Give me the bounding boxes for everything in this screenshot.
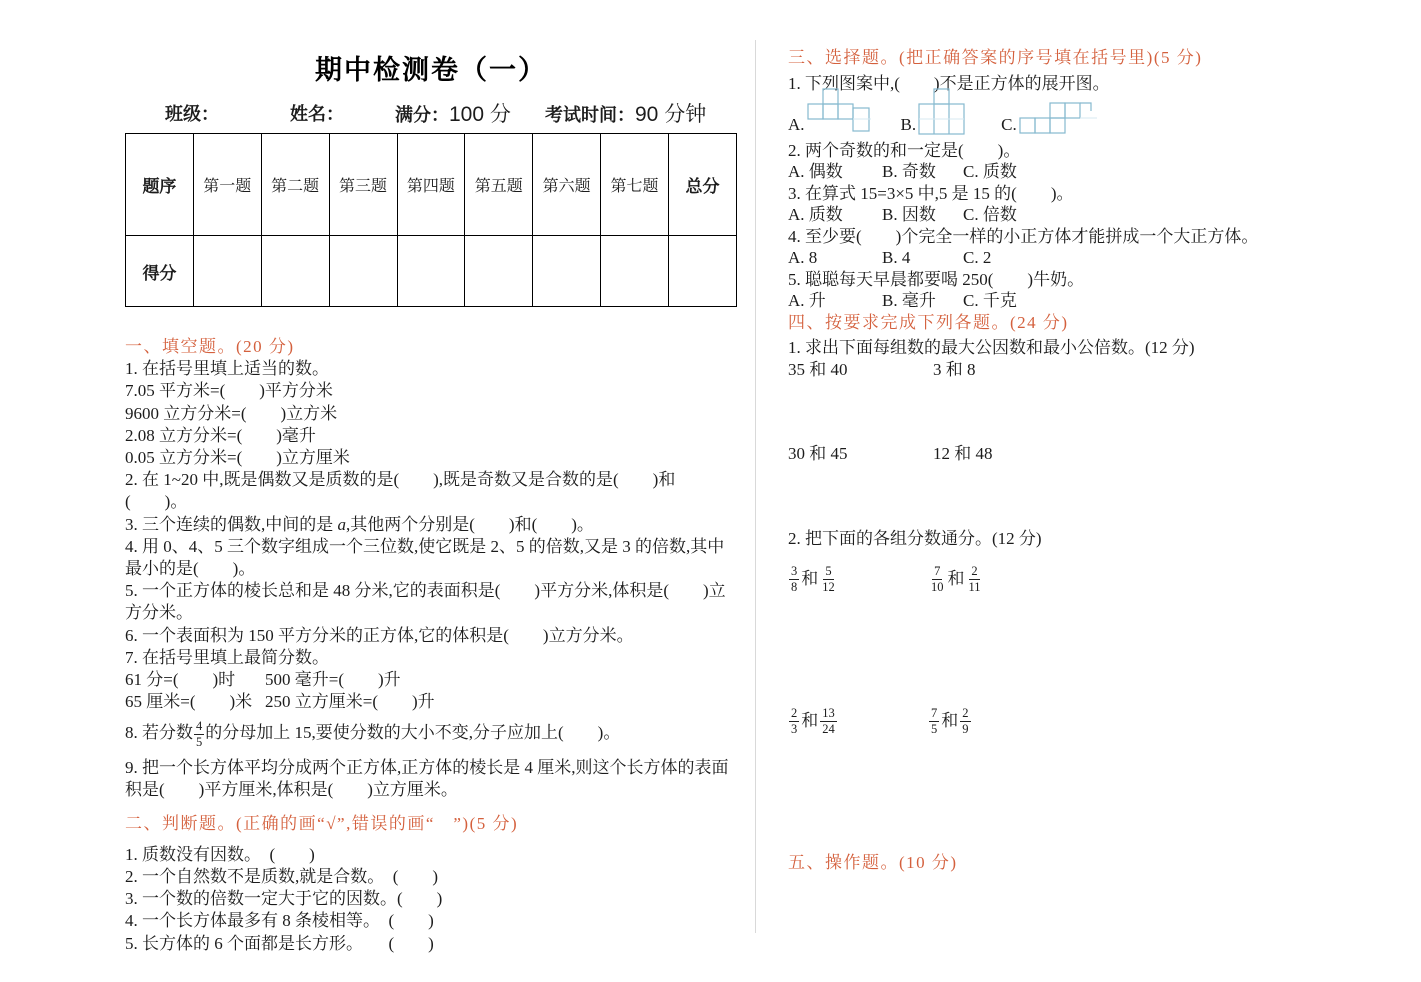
judge-item: 5. 长方体的 6 个面都是长方形。 ( )	[125, 933, 434, 953]
fraction	[820, 706, 837, 736]
score-cell	[601, 236, 669, 307]
section2-heading: 二、判断题。(正确的画“√”,错误的画“ ”)(5 分)	[125, 813, 519, 833]
cube-net-b-diagram	[918, 88, 966, 136]
fill-q2: 2. 在 1~20 中,既是偶数又是质数的是( ),既是奇数又是合数的是( )和( )。	[125, 470, 676, 512]
fill-q1-conv4: 0.05 立方分米=( )立方厘米	[125, 448, 350, 468]
fill-q7-r1-right: 500 毫升=( )升	[265, 670, 401, 690]
fraction-denominator: 24	[822, 721, 835, 736]
fraction	[960, 706, 970, 736]
cube-net-c-diagram	[1019, 94, 1099, 136]
fraction	[789, 706, 799, 736]
fraction-denominator: 11	[968, 579, 981, 594]
fill-q7-r2-right: 250 立方厘米=( )升	[265, 692, 435, 712]
cube-net-option-c	[1001, 94, 1099, 136]
pair-12-48: 12 和 48	[933, 444, 993, 463]
fill-q9: 9. 把一个长方体平均分成两个正方体,正方体的棱长是 4 厘米,则这个长方体的表面积是( )平方厘米,体积是( )立方厘米。	[125, 758, 729, 800]
choice-q3: 3. 在算式 15=3×5 中,5 是 15 的( )。	[788, 184, 1074, 203]
score-cell	[533, 236, 601, 307]
choice-q3-options	[788, 204, 1017, 226]
option-b: B. 毫升	[882, 291, 936, 310]
judge-item: 3. 一个数的倍数一定大于它的因数。( )	[125, 889, 443, 909]
fraction	[929, 706, 939, 736]
gcf-lcm-instruction: 1. 求出下面每组数的最大公因数和最小公倍数。(12 分)	[788, 338, 1195, 357]
student-info-row	[125, 98, 737, 126]
full-score-label	[395, 98, 511, 128]
net-label-c: C.	[1001, 114, 1017, 134]
fraction-numerator: 7	[934, 564, 941, 579]
option-a: A. 升	[788, 291, 826, 310]
option-a: A. 8	[788, 248, 818, 267]
fill-q7: 7. 在括号里填上最简分数。	[125, 647, 329, 667]
fill-q3-variable: a	[337, 514, 346, 534]
choice-q5: 5. 聪聪每天早晨都要喝 250( )牛奶。	[788, 270, 1085, 289]
fraction-group-3	[788, 706, 838, 736]
score-table-score-row	[126, 236, 737, 307]
section4-heading: 四、按要求完成下列各题。(24 分)	[788, 313, 1069, 332]
fill-q8	[125, 719, 737, 749]
fill-q7-r1-left: 61 分=( )时	[125, 670, 236, 690]
fill-q3-pre: 3. 三个连续的偶数,中间的是	[125, 514, 338, 534]
number-pairs-row2	[788, 443, 993, 465]
fraction-group-1	[788, 564, 838, 594]
cube-net-a-diagram	[807, 88, 877, 136]
fill-q1-conv3: 2.08 立方分米=( )毫升	[125, 425, 316, 445]
score-table-corner: 题序	[126, 134, 194, 236]
fill-q1-conv1: 7.05 平方米=( )平方分米	[125, 381, 333, 401]
exam-time-value: 90 分钟	[635, 103, 707, 126]
pair-3-8: 3 和 8	[933, 360, 976, 379]
fraction-denominator: 5	[196, 734, 203, 749]
fraction	[929, 564, 946, 594]
fraction-4-5	[194, 719, 204, 749]
section3-heading: 三、选择题。(把正确答案的序号填在括号里)(5 分)	[788, 48, 1203, 67]
fraction-numerator: 13	[822, 706, 835, 721]
fill-q5: 5. 一个正方体的棱长总和是 48 分米,它的表面积是( )平方分米,体积是( )立方分米。	[125, 581, 726, 623]
score-row-label: 得分	[126, 236, 194, 307]
score-table-col: 第三题	[329, 134, 397, 236]
choice-q2-options	[788, 161, 1017, 183]
fill-q7-row1	[125, 669, 737, 691]
fraction-denominator: 12	[822, 579, 835, 594]
fraction-denominator: 9	[962, 721, 969, 736]
fill-q8-post: 的分母加上 15,要使分数的大小不变,分子应加上( )。	[205, 723, 621, 743]
cube-net-option-b	[901, 88, 967, 136]
section5-heading: 五、操作题。(10 分)	[788, 853, 958, 872]
cube-net-option-a	[788, 88, 877, 136]
fraction-denominator: 8	[791, 579, 798, 594]
fraction-groups-row2	[788, 704, 1404, 738]
fraction	[789, 564, 799, 594]
fill-q3	[125, 514, 737, 536]
fraction	[967, 564, 983, 594]
conjunction: 和	[941, 710, 959, 730]
score-table-col: 第五题	[465, 134, 533, 236]
fraction-group-2	[928, 564, 984, 594]
fraction-numerator: 2	[971, 564, 978, 579]
judge-item: 4. 一个长方体最多有 8 条棱相等。 ( )	[125, 911, 434, 931]
conjunction: 和	[947, 568, 965, 588]
choice-q5-options	[788, 290, 1017, 312]
conjunction: 和	[801, 568, 819, 588]
score-cell	[193, 236, 261, 307]
pair-30-45: 30 和 45	[788, 444, 848, 463]
column-divider	[755, 40, 756, 933]
option-b: B. 奇数	[882, 162, 936, 181]
choice-q4-options	[788, 247, 991, 269]
exam-time-label	[545, 98, 706, 128]
cube-net-options	[788, 88, 1099, 136]
score-cell	[329, 236, 397, 307]
fraction-numerator: 7	[931, 706, 938, 721]
fraction-denominator: 10	[931, 579, 944, 594]
fill-q1: 1. 在括号里填上适当的数。	[125, 359, 329, 379]
score-table	[125, 133, 737, 307]
exam-time-prefix: 考试时间：	[545, 105, 635, 125]
fraction-denominator: 5	[931, 721, 938, 736]
fraction-numerator: 4	[196, 719, 203, 734]
fill-q7-row2	[125, 691, 737, 713]
fill-q6: 6. 一个表面积为 150 平方分米的正方体,它的体积是( )立方分米。	[125, 625, 634, 645]
score-cell	[397, 236, 465, 307]
common-denominator-instruction: 2. 把下面的各组分数通分。(12 分)	[788, 529, 1042, 548]
score-cell	[261, 236, 329, 307]
judge-item: 1. 质数没有因数。 ( )	[125, 844, 315, 864]
fraction-denominator: 3	[791, 721, 798, 736]
score-table-col: 第一题	[193, 134, 261, 236]
name-label: 姓名：	[290, 104, 344, 124]
section2-items	[125, 844, 737, 955]
section1-heading: 一、填空题。(20 分)	[125, 337, 295, 356]
option-c: C. 2	[963, 248, 992, 267]
fraction-numerator: 2	[791, 706, 798, 721]
fraction-group-4	[928, 706, 972, 736]
fraction-numerator: 3	[791, 564, 798, 579]
fraction-groups-row1	[788, 562, 1404, 596]
left-body	[125, 336, 737, 955]
score-table-col: 第七题	[601, 134, 669, 236]
net-label-a: A.	[788, 114, 805, 134]
number-pairs-row1	[788, 359, 976, 381]
option-c: C. 质数	[963, 162, 1017, 181]
score-table-header-row	[126, 134, 737, 236]
score-cell	[669, 236, 737, 307]
fill-q4: 4. 用 0、4、5 三个数字组成一个三位数,使它既是 2、5 的倍数,又是 3 的倍数,其中最小的是( )。	[125, 536, 725, 579]
pair-35-40: 35 和 40	[788, 360, 848, 379]
fraction-numerator: 2	[962, 706, 969, 721]
score-table-col: 第六题	[533, 134, 601, 236]
page-title: 期中检测卷（一）	[315, 55, 547, 85]
class-label: 班级：	[165, 104, 219, 124]
fill-q1-conv2: 9600 立方分米=( )立方米	[125, 403, 338, 423]
option-c: C. 倍数	[963, 205, 1017, 224]
fill-q8-pre: 8. 若分数	[125, 723, 193, 743]
judge-item: 2. 一个自然数不是质数,就是合数。 ( )	[125, 867, 439, 886]
fill-q3-post: ,其他两个分别是( )和( )。	[346, 514, 594, 534]
fraction	[820, 564, 837, 594]
full-score-value: 100 分	[449, 103, 511, 126]
option-a: A. 偶数	[788, 162, 843, 181]
score-table-col: 第二题	[261, 134, 329, 236]
conjunction: 和	[801, 710, 819, 730]
score-table-total: 总分	[669, 134, 737, 236]
choice-q1: 1. 下列图案中,( )不是正方体的展开图。	[788, 74, 1110, 93]
choice-q2: 2. 两个奇数的和一定是( )。	[788, 141, 1021, 160]
option-b: B. 4	[882, 248, 911, 267]
choice-q4: 4. 至少要( )个完全一样的小正方体才能拼成一个大正方体。	[788, 227, 1259, 246]
full-score-prefix: 满分：	[395, 105, 449, 125]
option-c: C. 千克	[963, 291, 1017, 310]
score-cell	[465, 236, 533, 307]
score-table-col: 第四题	[397, 134, 465, 236]
option-a: A. 质数	[788, 205, 843, 224]
fraction-numerator: 5	[825, 564, 832, 579]
net-label-b: B.	[900, 114, 917, 134]
option-b: B. 因数	[882, 205, 936, 224]
fill-q7-r2-left: 65 厘米=( )米	[125, 692, 253, 712]
